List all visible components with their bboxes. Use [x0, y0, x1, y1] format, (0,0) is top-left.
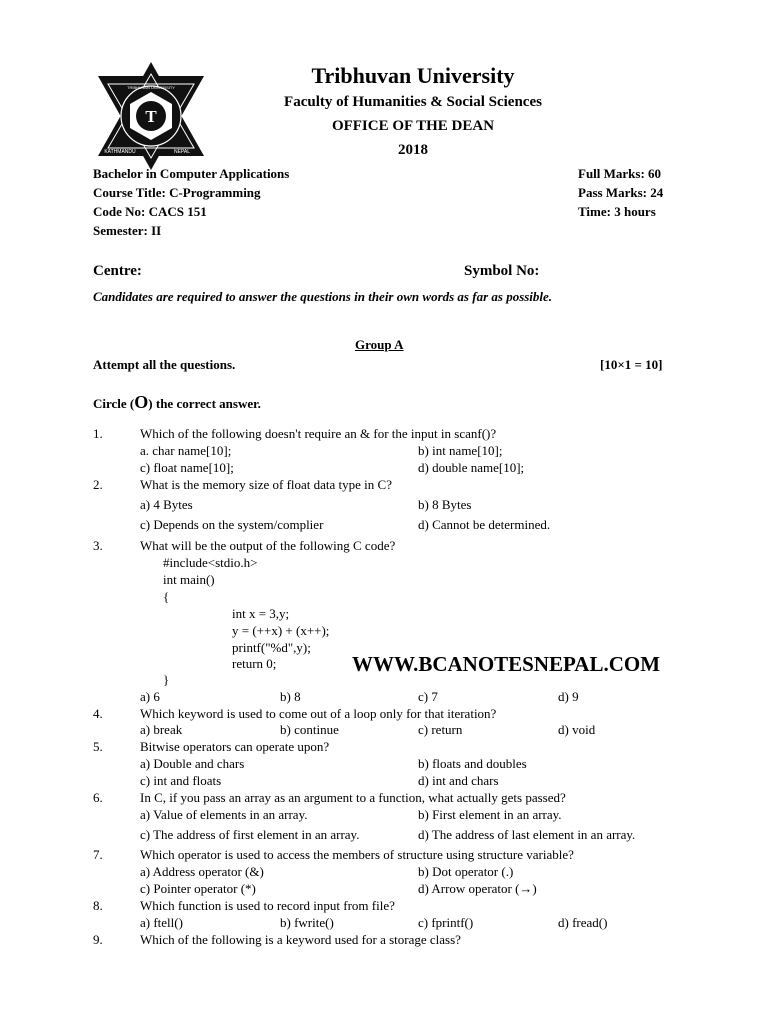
candidate-instruction: Candidates are required to answer the questions in their own words as far as possible. [93, 289, 553, 304]
code-line: return 0; [232, 656, 277, 671]
seal-left-label: KATHMANDU [104, 149, 136, 155]
seal-right-label: NEPAL [173, 149, 191, 155]
program-name: Bachelor in Computer Applications [93, 166, 290, 181]
symbol-no-label: Symbol No: [464, 263, 540, 279]
code-line: } [163, 672, 170, 687]
option-c: c) Pointer operator (*) [140, 881, 256, 896]
option-b: b) continue [280, 722, 339, 737]
option-c: c) fprintf() [418, 915, 474, 930]
question-number: 3. [93, 538, 103, 553]
question-number: 8. [93, 898, 103, 913]
option-c: c) The address of first element in an array. [140, 827, 360, 842]
option-c: c) int and floats [140, 773, 222, 788]
question-text: What is the memory size of float data type in C? [140, 477, 392, 492]
option-d: d) int and chars [418, 773, 499, 788]
option-c: c) float name[10]; [140, 460, 234, 475]
question-text: Which of the following is a keyword used for a storage class? [140, 932, 461, 947]
question-text: Which operator is used to access the members of structure using structure variable? [140, 847, 574, 862]
exam-time: Time: 3 hours [578, 204, 656, 219]
circle-instruction-post: ) the correct answer. [148, 396, 261, 411]
question-number: 7. [93, 847, 103, 862]
option-a: a) Address operator (&) [140, 864, 264, 879]
option-a: a) ftell() [140, 915, 183, 930]
attempt-instruction: Attempt all the questions. [93, 357, 236, 372]
option-b: b) First element in an array. [418, 807, 562, 822]
exam-year: 2018 [398, 142, 428, 158]
option-d: d) fread() [558, 915, 608, 930]
option-c: c) return [418, 722, 463, 737]
option-d: d) void [558, 722, 596, 737]
option-c: c) 7 [418, 689, 438, 704]
faculty-name: Faculty of Humanities & Social Sciences [284, 94, 542, 110]
circle-instruction-pre: Circle ( [93, 396, 135, 411]
option-b: b) 8 Bytes [418, 497, 472, 512]
circle-instruction [93, 392, 261, 413]
option-d: d) double name[10]; [418, 460, 525, 475]
code-line: #include<stdio.h> [163, 555, 258, 570]
office-name: OFFICE OF THE DEAN [331, 118, 495, 134]
code-line: y = (++x) + (x++); [232, 623, 330, 638]
code-line: int x = 3,y; [232, 606, 290, 621]
option-d: d) 9 [558, 689, 579, 704]
option-b: b) floats and doubles [418, 756, 527, 771]
option-a: a. char name[10]; [140, 443, 232, 458]
question-number: 4. [93, 706, 103, 721]
course-title: Course Title: C-Programming [93, 185, 261, 200]
option-d: d) Arrow operator (→) [418, 881, 537, 896]
course-code: Code No: CACS 151 [93, 204, 207, 219]
centre-label: Centre: [93, 263, 142, 279]
option-a: a) 4 Bytes [140, 497, 193, 512]
option-a: a) 6 [140, 689, 160, 704]
option-b: b) Dot operator (.) [418, 864, 514, 879]
option-d: d) Cannot be determined. [418, 517, 551, 532]
option-b: b) int name[10]; [418, 443, 503, 458]
group-marks: [10×1 = 10] [600, 357, 663, 372]
question-number: 2. [93, 477, 103, 492]
question-text: Which of the following doesn't require an & for the input in scanf()? [140, 426, 497, 441]
circle-mark: O [134, 392, 149, 412]
question-number: 6. [93, 790, 103, 805]
option-a: a) Double and chars [140, 756, 245, 771]
university-title: Tribhuvan University [311, 63, 515, 88]
option-d: d) The address of last element in an array. [418, 827, 636, 842]
question-number: 5. [93, 739, 103, 754]
question-number: 9. [93, 932, 103, 947]
option-b: b) fwrite() [280, 915, 334, 930]
code-line: { [163, 589, 170, 604]
semester: Semester: II [93, 223, 162, 238]
question-text: Bitwise operators can operate upon? [140, 739, 330, 754]
option-a: a) Value of elements in an array. [140, 807, 308, 822]
option-a: a) break [140, 722, 183, 737]
pass-marks: Pass Marks: 24 [578, 185, 664, 200]
question-number: 1. [93, 426, 103, 441]
option-b: b) 8 [280, 689, 301, 704]
code-line: int main() [163, 572, 215, 587]
group-title: Group A [355, 337, 404, 352]
question-text: Which keyword is used to come out of a loop only for that iteration? [140, 706, 497, 721]
question-text: What will be the output of the following C code? [140, 538, 396, 553]
code-line: printf("%d",y); [232, 640, 311, 655]
full-marks: Full Marks: 60 [578, 166, 662, 181]
option-c: c) Depends on the system/complier [140, 517, 324, 532]
seal-ring-text: TRIBHUVAN UNIVERSITY [127, 85, 175, 90]
seal-letter: T [145, 107, 157, 126]
question-text: In C, if you pass an array as an argument to a function, what actually gets passed? [140, 790, 566, 805]
question-text: Which function is used to record input from file? [140, 898, 395, 913]
website-watermark: WWW.BCANOTESNEPAL.COM [352, 652, 661, 676]
